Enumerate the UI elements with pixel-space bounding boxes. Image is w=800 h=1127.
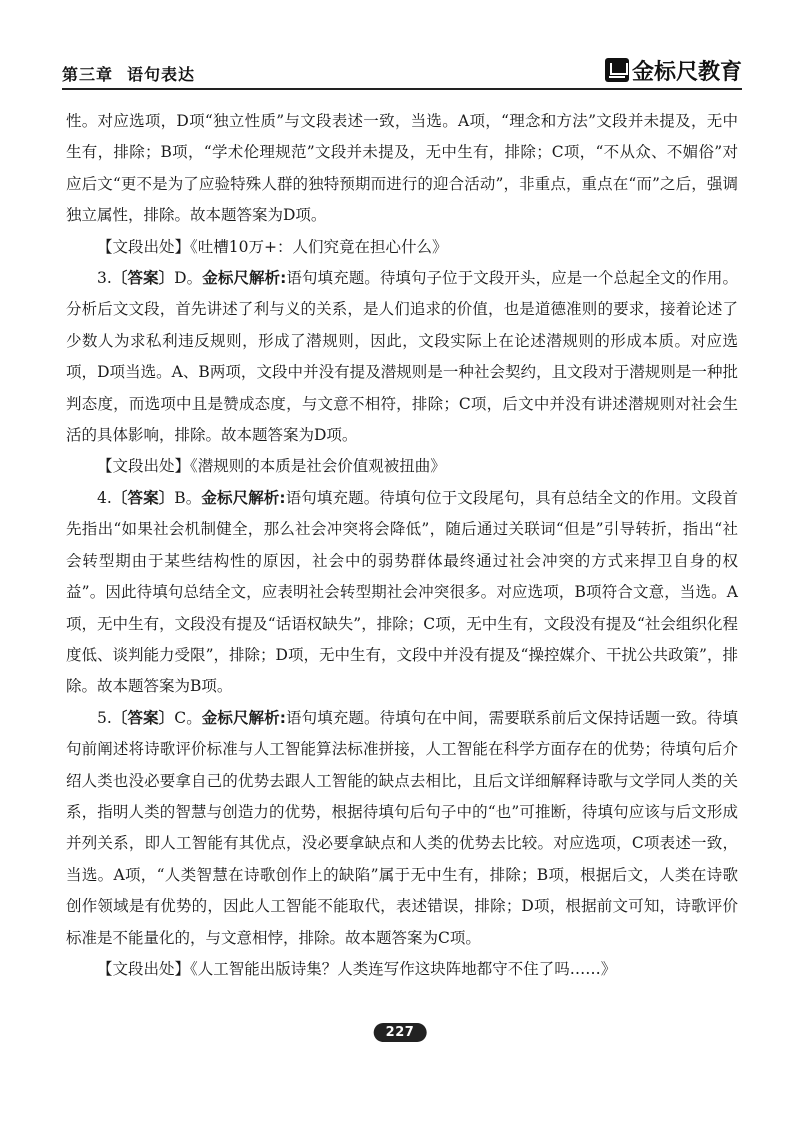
brand-logo [605,56,742,84]
analysis-label: 金标尺解析: [201,488,286,507]
chapter-number: 第三章 [62,65,114,84]
page-number: 227 [374,1023,427,1042]
source-citation: 【文段出处】《人工智能出版诗集？人类连写作这块阵地都守不住了吗……》 [97,959,617,978]
analysis-text: 语句填充题。待填句位于文段尾句，具有总结全文的作用。文段首先指出“如果社会机制健全，那么社会冲突将会降低”，随后通过关联词“但是”引导转折，指出“社会转型期由于某些结构性的原因，社会中的弱势群体最终通过社会冲突的方式来捍卫自身的权益”。因此待填句总结全文，应表明社会转型期社会冲突很多。对应选项，B项符合文意，当选。A项，无中生有，文段没有提及“话语权缺失”，排除；C项，无中生有，文段没有提及“社会组织化程度低、谈判能力受限”，排除；D项，无中生有，文段中并没有提及“操控媒介、干扰公共政策”，排除。故本题答案为B项。 [66,488,738,696]
source-citation: 【文段出处】《吐槽10万+：人们究竟在担心什么》 [97,237,448,256]
question-number: 4. [97,488,112,507]
answer-label: 〔答案〕 [111,488,175,507]
header-rule [62,88,742,90]
analysis-label: 金标尺解析: [202,269,287,288]
page-header [62,56,742,88]
analysis-text: 语句填充题。待填句在中间，需要联系前后文保持话题一致。待填句前阐述将诗歌评价标准与人工智能算法标准拼接，人工智能在科学方面存在的优势；待填句后介绍人类也没必要拿自己的优势去跟人工智能的缺点去相比，且后文详细解释诗歌与文学同人类的关系，指明人类的智慧与创造力的优势，根据待填句后句子中的“也”可推断，待填句应该与后文形成并列关系，即人工智能有其优点，没必要拿缺点和人类的优势去比较。对应选项，C项表述一致，当选。A项，“人类智慧在诗歌创作上的缺陷”属于无中生有，排除；B项，根据后文，人类在诗歌创作领域是有优势的，因此人工智能不能取代，表述错误，排除；D项，根据前文可知，诗歌评价标准是不能量化的，与文意相悖，排除。故本题答案为C项。 [66,708,738,947]
source-citation: 【文段出处】《潜规则的本质是社会价值观被扭曲》 [97,457,446,476]
question-number: 5. [97,708,112,727]
analysis-label: 金标尺解析: [201,708,286,727]
chapter-heading [62,62,195,85]
question-number: 3. [97,269,112,288]
answer-label: 〔答案〕 [111,269,175,288]
brand-icon [605,58,629,82]
answer-value: C。 [174,708,202,727]
paragraph-continued: 性。对应选项，D项“独立性质”与文段表述一致，当选。A项，“理念和方法”文段并未提及，无中生有，排除；B项，“学术伦理规范”文段并未提及，无中生有，排除；C项，“不从众、不媚俗”对应后文“更不是为了应验特殊人群的独特预期而进行的迎合活动”，非重点，重点在“而”之后，强调独立属性，排除。故本题答案为D项。 [66,112,738,225]
question-5-explanation [66,703,738,954]
question-3-explanation [66,263,738,451]
analysis-text: 语句填充题。待填句子位于文段开头，应是一个总起全文的作用。分析后文文段，首先讲述了利与义的关系，是人们追求的价值，也是道德准则的要求，接着论述了少数人为求私利违反规则，形成了潜规则，因此，文段实际上在论述潜规则的形成本质。对应选项，D项当选。A、B两项，文段中并没有提及潜规则是一种社会契约，且文段对于潜规则是一种批判态度，而选项中且是赞成态度，与文意不相符，排除；C项，后文中并没有讲述潜规则对社会生活的具体影响，排除。故本题答案为D项。 [66,269,738,445]
answer-label: 〔答案〕 [111,708,175,727]
page-body [66,106,738,985]
question-4-explanation [66,483,738,703]
brand-name: 金标尺教育 [631,59,742,85]
answer-value: B。 [174,488,202,507]
answer-value: D。 [174,269,203,288]
chapter-title: 语句表达 [127,65,196,84]
